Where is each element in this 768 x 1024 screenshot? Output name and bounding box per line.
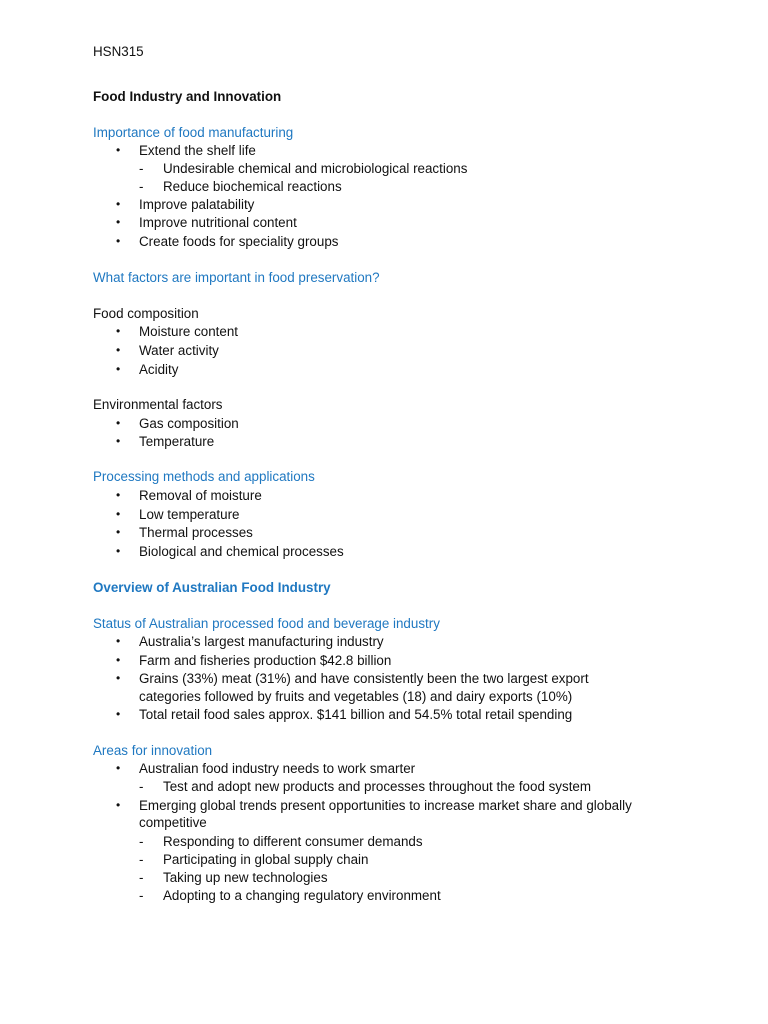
subheading-environmental-factors: Environmental factors bbox=[93, 397, 223, 412]
list-item: Improve nutritional content bbox=[139, 215, 297, 230]
sub-list-item: Participating in global supply chain bbox=[163, 852, 369, 867]
bullet-marker: • bbox=[116, 324, 121, 338]
bullet-marker: • bbox=[116, 544, 121, 558]
list-item: Biological and chemical processes bbox=[139, 544, 344, 559]
sub-list-item: Responding to different consumer demands bbox=[163, 834, 423, 849]
bullet-marker: • bbox=[116, 634, 121, 648]
list-item: Australia’s largest manufacturing industry bbox=[139, 634, 384, 649]
sub-list-item: Taking up new technologies bbox=[163, 870, 328, 885]
dash-marker: - bbox=[139, 870, 144, 885]
course-code: HSN315 bbox=[93, 44, 144, 59]
bullet-marker: • bbox=[116, 707, 121, 721]
sub-list-item: Adopting to a changing regulatory environment bbox=[163, 888, 441, 903]
list-item: Create foods for speciality groups bbox=[139, 234, 339, 249]
list-item: Low temperature bbox=[139, 507, 240, 522]
dash-marker: - bbox=[139, 888, 144, 903]
list-item: Total retail food sales approx. $141 billion and 54.5% total retail spending bbox=[139, 707, 573, 722]
list-item-continuation: categories followed by fruits and vegetables (18) and dairy exports (10%) bbox=[139, 689, 573, 704]
list-item: Thermal processes bbox=[139, 525, 253, 540]
bullet-marker: • bbox=[116, 488, 121, 502]
sub-list-item: Reduce biochemical reactions bbox=[163, 179, 342, 194]
list-item: Farm and fisheries production $42.8 billion bbox=[139, 653, 392, 668]
dash-marker: - bbox=[139, 779, 144, 794]
sub-list-item: Undesirable chemical and microbiological reactions bbox=[163, 161, 468, 176]
bullet-marker: • bbox=[116, 215, 121, 229]
bullet-marker: • bbox=[116, 761, 121, 775]
list-item: Emerging global trends present opportunities to increase market share and globally bbox=[139, 798, 632, 813]
sub-list-item: Test and adopt new products and processes throughout the food system bbox=[163, 779, 592, 794]
bullet-marker: • bbox=[116, 671, 121, 685]
list-item: Gas composition bbox=[139, 416, 239, 431]
dash-marker: - bbox=[139, 179, 144, 194]
bullet-marker: • bbox=[116, 343, 121, 357]
bullet-marker: • bbox=[116, 197, 121, 211]
bullet-marker: • bbox=[116, 798, 121, 812]
bullet-marker: • bbox=[116, 362, 121, 376]
heading-overview-australian-food-industry: Overview of Australian Food Industry bbox=[93, 580, 331, 595]
heading-food-preservation-factors: What factors are important in food preservation? bbox=[93, 270, 380, 285]
list-item: Acidity bbox=[139, 362, 179, 377]
bullet-marker: • bbox=[116, 234, 121, 248]
document-title: Food Industry and Innovation bbox=[93, 89, 282, 104]
bullet-marker: • bbox=[116, 525, 121, 539]
bullet-marker: • bbox=[116, 434, 121, 448]
list-item: Temperature bbox=[139, 434, 215, 449]
bullet-marker: • bbox=[116, 653, 121, 667]
list-item: Removal of moisture bbox=[139, 488, 262, 503]
dash-marker: - bbox=[139, 852, 144, 867]
bullet-marker: • bbox=[116, 507, 121, 521]
bullet-marker: • bbox=[116, 416, 121, 430]
list-item: Australian food industry needs to work smarter bbox=[139, 761, 416, 776]
subheading-food-composition: Food composition bbox=[93, 306, 199, 321]
heading-processing-methods: Processing methods and applications bbox=[93, 469, 315, 484]
list-item: Water activity bbox=[139, 343, 219, 358]
dash-marker: - bbox=[139, 161, 144, 176]
heading-areas-for-innovation: Areas for innovation bbox=[93, 743, 213, 758]
bullet-marker: • bbox=[116, 143, 121, 157]
list-item: Extend the shelf life bbox=[139, 143, 256, 158]
list-item: Grains (33%) meat (31%) and have consistently been the two largest export bbox=[139, 671, 589, 686]
dash-marker: - bbox=[139, 834, 144, 849]
list-item: Moisture content bbox=[139, 324, 238, 339]
list-item-continuation: competitive bbox=[139, 815, 207, 830]
heading-status-australian-industry: Status of Australian processed food and beverage industry bbox=[93, 616, 440, 631]
heading-importance-food-manufacturing: Importance of food manufacturing bbox=[93, 125, 294, 140]
list-item: Improve palatability bbox=[139, 197, 255, 212]
